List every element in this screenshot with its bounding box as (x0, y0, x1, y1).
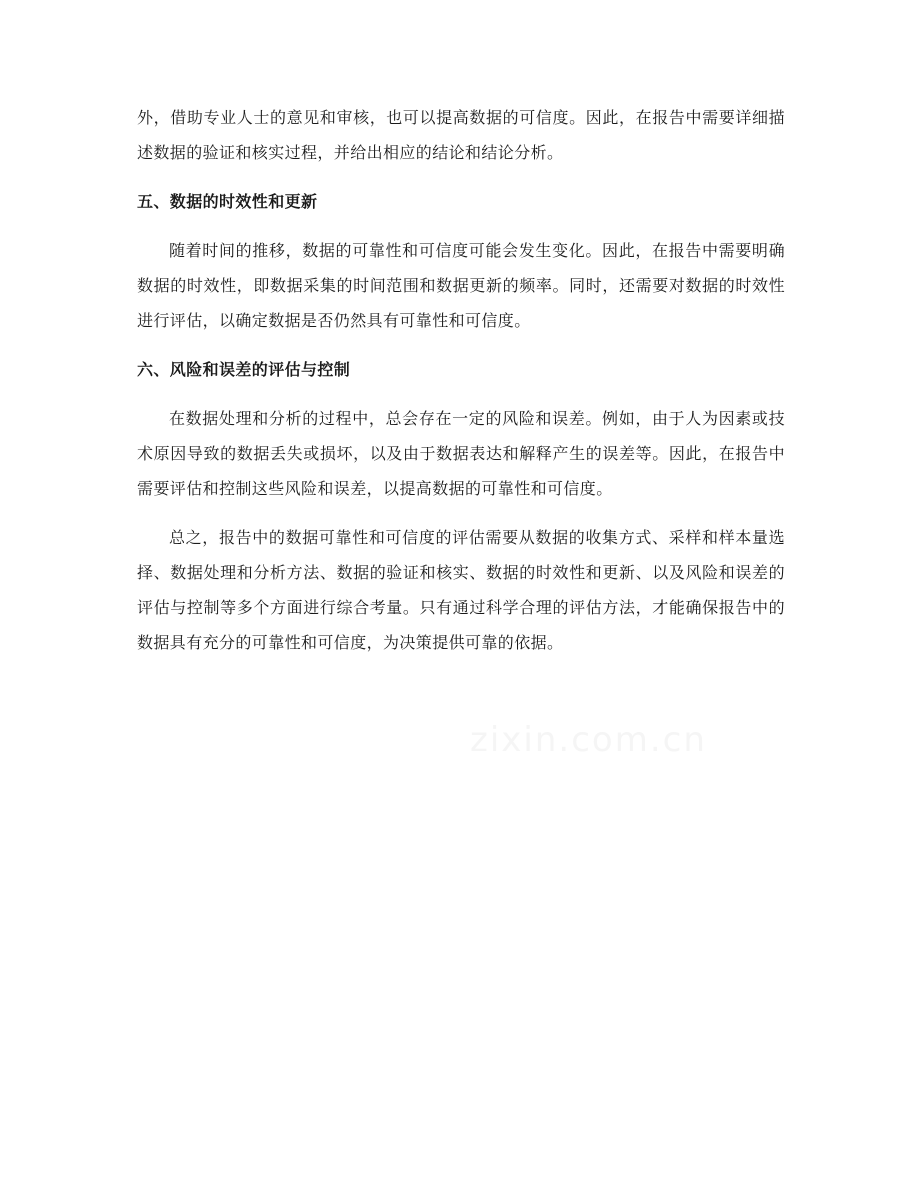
conclusion-paragraph: 总之，报告中的数据可靠性和可信度的评估需要从数据的收集方式、采样和样本量选择、数据处理和分析方法、数据的验证和核实、数据的时效性和更新、以及风险和误差的评估与控制等多个方面进行综合考量。只有通过科学合理的评估方法，才能确保报告中的数据具有充分的可靠性和可信度，为决策提供可靠的依据。 (137, 528, 785, 652)
section-5-paragraph: 随着时间的推移，数据的可靠性和可信度可能会发生变化。因此，在报告中需要明确数据的时效性，即数据采集的时间范围和数据更新的频率。同时，还需要对数据的时效性进行评估，以确定数据是否仍然具有可靠性和可信度。 (137, 241, 785, 330)
section-heading-6: 六、风险和误差的评估与控制 (137, 360, 351, 379)
document-body (137, 100, 785, 660)
section-6-paragraph: 在数据处理和分析的过程中，总会存在一定的风险和误差。例如，由于人为因素或技术原因导致的数据丢失或损坏，以及由于数据表达和解释产生的误差等。因此，在报告中需要评估和控制这些风险和误差，以提高数据的可靠性和可信度。 (137, 409, 785, 498)
paragraph-continued: 外，借助专业人士的意见和审核，也可以提高数据的可信度。因此，在报告中需要详细描述数据的验证和核实过程，并给出相应的结论和结论分析。 (137, 108, 785, 162)
section-heading-5: 五、数据的时效性和更新 (137, 192, 318, 211)
watermark: zixin.com.cn (470, 720, 707, 760)
